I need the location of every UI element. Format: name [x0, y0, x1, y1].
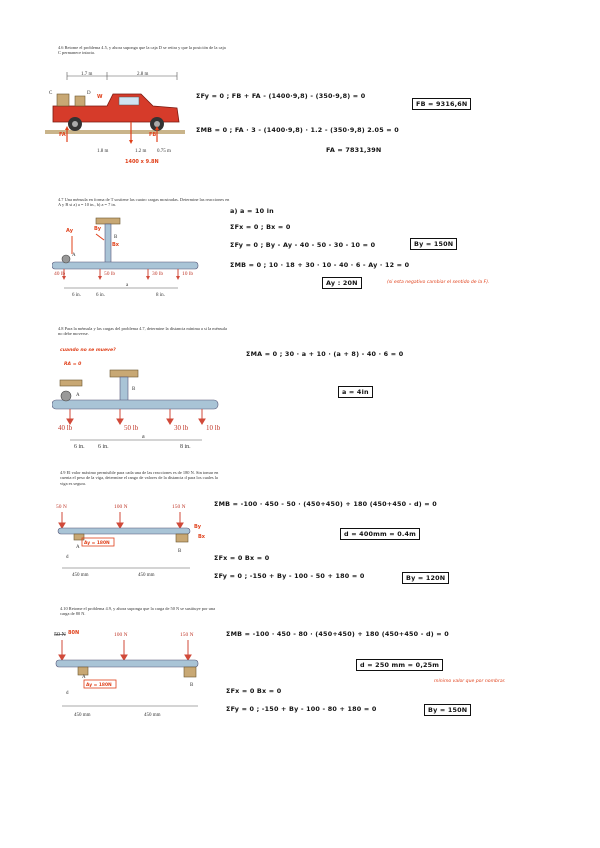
ground	[45, 130, 185, 134]
label-c: C	[49, 91, 53, 96]
label-b-4-8: B	[132, 387, 136, 392]
t-bracket-figure-4-8	[52, 366, 222, 458]
p49-ans1: d = 400mm = 0.4m	[340, 528, 420, 540]
label-a-4-10: A	[82, 675, 86, 680]
load-80-4-10: 80N	[68, 630, 80, 636]
dim-bottom-1: 1.8 m	[97, 149, 109, 154]
p48-eq1: ΣMA = 0 ; 30 · a + 10 · (a + 8) - 40 · 6 = 0	[246, 350, 404, 358]
p47-eq3: ΣMB = 0 ; 10 · 18 + 30 · 10 - 40 · 6 - Ay · 12 = 0	[230, 261, 410, 269]
p48-ink-title: cuando no se mueve?	[60, 348, 116, 353]
p49-ans3: By = 120N	[402, 572, 449, 584]
dim-4-7-3: a	[126, 283, 129, 288]
p46-eq2: ΣMB = 0 ; FA · 3 - (1400·9,8) · 1.2 - (350·9,8) 2.05 = 0	[196, 126, 399, 134]
p410-ans3: By = 150N	[424, 704, 471, 716]
ink-bx-4-9: Bx	[198, 534, 206, 540]
load-50-4-7: 50 lb	[104, 271, 116, 277]
dim-bottom-3: 0.75 m	[157, 149, 171, 154]
dim-4-10-2: 450 mm	[144, 713, 161, 718]
dim-4-10-1: 450 mm	[74, 713, 91, 718]
p47-eq2: ΣFy = 0 ; By - Ay - 40 - 50 - 30 - 10 = 0	[230, 241, 376, 249]
label-a-4-7: A	[72, 253, 76, 258]
p46-ans1: FB = 9316,6N	[412, 98, 471, 110]
ink-by: By	[94, 226, 102, 232]
load-150-4-9: 150 N	[172, 504, 186, 510]
p49-eq2: ΣFx = 0 Bx = 0	[214, 554, 270, 562]
dim-4-7-4: 8 in.	[156, 293, 165, 298]
p410-ans1: d = 250 mm = 0,25m	[356, 659, 443, 671]
ink-by-4-9: By	[194, 524, 202, 530]
load-150-4-10: 150 N	[180, 632, 194, 638]
label-b-4-10: B	[190, 683, 194, 688]
p46-ans2: FA = 7831,39N	[326, 146, 382, 154]
label-a-4-8: A	[76, 393, 80, 398]
label-a-4-9: A	[76, 545, 80, 550]
dim-4-8-3: a	[142, 434, 145, 440]
load-40-4-7: 40 lb	[54, 271, 66, 277]
load-50-4-9: 50 N	[56, 504, 67, 510]
p46-eq1: ΣFy = 0 ; FB + FA - (1400·9,8) - (350·9,8) = 0	[196, 92, 366, 100]
p410-eq2: ΣFx = 0 Bx = 0	[226, 687, 282, 695]
load-10-4-7: 10 lb	[182, 271, 194, 277]
ink-ay-4-10: Ay = 180N	[86, 683, 112, 688]
p47-eq1: ΣFx = 0 ; Bx = 0	[230, 223, 291, 231]
label-fb: FB	[149, 132, 157, 138]
beam-figure-4-9	[52, 500, 212, 580]
dim-4-9-1: 450 mm	[72, 573, 89, 578]
load-50-4-8: 50 lb	[124, 424, 139, 432]
load-30-4-8: 30 lb	[174, 424, 189, 432]
problem-4-9-statement: 4.9 El valor máximo permisible para cada una de las reacciones es de 180 N. Sin tomar en cuenta el peso de la viga, determine el rango de valores de la distancia d para los cuales la viga es segura.	[60, 470, 219, 486]
label-b-4-9: B	[178, 549, 182, 554]
p47-case: a) a = 10 in	[230, 207, 274, 215]
label-fa: FA	[59, 132, 66, 138]
load-100-4-10: 100 N	[114, 632, 128, 638]
label-d-4-9: d	[66, 555, 69, 560]
ink-bx: Bx	[112, 242, 120, 248]
problem-4-8-statement: 4.8 Para la ménsula y las cargas del problema 4.7, determine la distancia mínima a si la ménsula no debe moverse.	[58, 326, 227, 337]
dim-top-2: 2.8 m	[137, 72, 149, 77]
load-30-4-7: 30 lb	[152, 271, 164, 277]
load-100-4-9: 100 N	[114, 504, 128, 510]
ink-ay-4-9: Ay = 180N	[84, 541, 110, 546]
dim-4-9-2: 450 mm	[138, 573, 155, 578]
truck-figure	[45, 64, 185, 166]
label-w: W	[97, 94, 103, 100]
dim-top-1: 1.7 m	[81, 72, 93, 77]
dim-4-8-1: 6 in.	[74, 444, 85, 450]
label-d-4-10: d	[66, 691, 69, 696]
p410-eq1: ΣMB = -100 · 450 - 80 · (450+450) + 180 (450+450 - d) = 0	[226, 630, 449, 638]
dim-bottom-2: 1.2 m	[135, 149, 147, 154]
box-d	[75, 96, 85, 106]
p48-ans1: a = 4in	[338, 386, 373, 398]
problem-4-7-statement: 4.7 Una ménsula en forma de T sostiene las cuatro cargas mostradas. Determine las reacciones en A y B si a) a = 10 in., b) a = 7 in.	[58, 197, 230, 208]
box-c	[57, 94, 69, 106]
p47-ans2: By = 150N	[410, 238, 457, 250]
dim-4-8-2: 6 in.	[98, 444, 109, 450]
problem-4-10-statement: 4.10 Retome el problema 4.9, y ahora suponga que la carga de 50 N se sustituye por una carga de 80 N.	[60, 606, 216, 617]
p410-eq3: ΣFy = 0 ; -150 + By - 100 - 80 + 180 = 0	[226, 705, 377, 713]
dim-4-7-1: 6 in.	[72, 293, 81, 298]
p49-eq1: ΣMB = -100 · 450 - 50 · (450+450) + 180 (450+450 - d) = 0	[214, 500, 437, 508]
load-10-4-8: 10 lb	[206, 424, 221, 432]
problem-4-6-statement: 4.6 Retome el problema 4.5, y ahora suponga que la caja D se retira y que la posición de la caja C permanece intacta.	[58, 45, 226, 56]
dim-4-8-4: 8 in.	[180, 444, 191, 450]
label-d: D	[87, 91, 91, 96]
beam-figure-4-10	[52, 626, 212, 722]
t-bracket-figure-4-7	[52, 210, 202, 300]
p48-ink-ra: RA = 0	[64, 362, 82, 367]
struck-load-4-10: 50 N	[54, 632, 66, 638]
p47-ans3: Ay : 20N	[322, 277, 362, 289]
p410-note: mínimo valor que por nombrar.	[434, 679, 506, 684]
label-b-4-7: B	[114, 235, 118, 240]
p49-eq3: ΣFy = 0 ; -150 + By - 100 - 50 + 180 = 0	[214, 572, 365, 580]
label-weight: 1400 x 9.8N	[125, 159, 159, 165]
load-40-4-8: 40 lb	[58, 424, 73, 432]
dim-4-7-2: 6 in.	[96, 293, 105, 298]
ink-ay: Ay	[66, 228, 73, 234]
p47-note: (si esta negativo cambiar el sentido de la F).	[387, 280, 490, 285]
